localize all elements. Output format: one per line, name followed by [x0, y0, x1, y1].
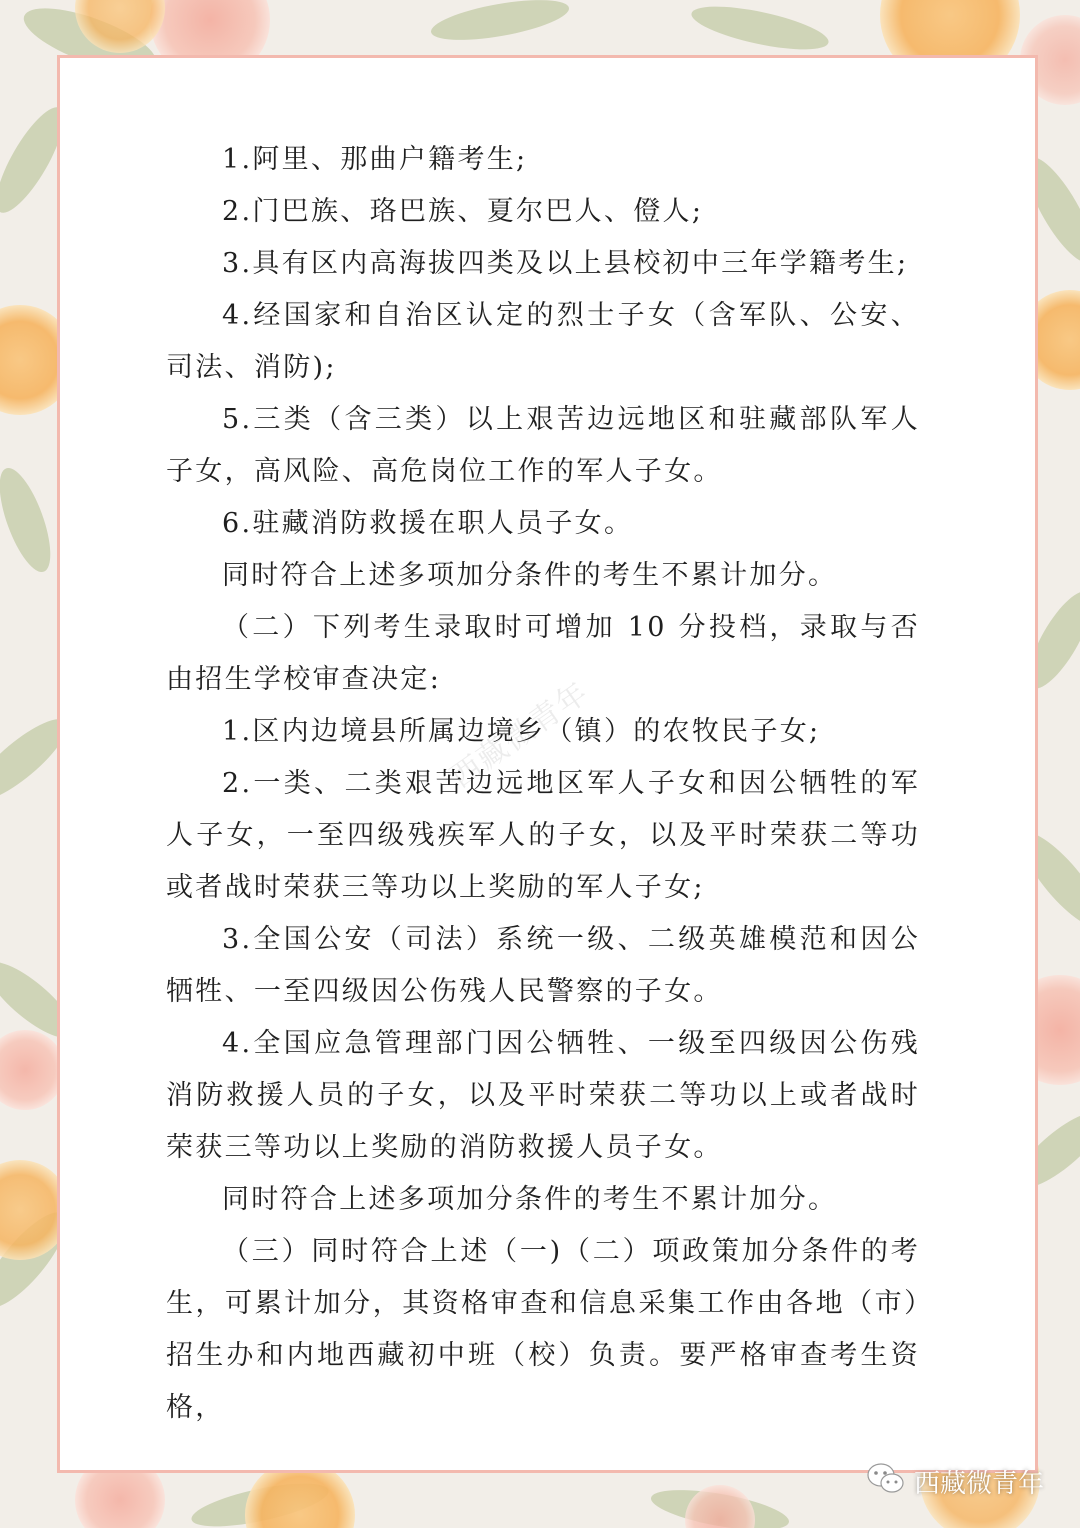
paragraph: 2.一类、二类艰苦边远地区军人子女和因公牺牲的军人子女，一至四级残疾军人的子女，以及平时荣获二等功或者战时荣获三等功以上奖励的军人子女; [166, 768, 920, 903]
paragraph: 2.门巴族、珞巴族、夏尔巴人、僜人; [222, 196, 704, 227]
watermark: 西藏微青年 [444, 674, 596, 796]
paragraph: 4.经国家和自治区认定的烈士子女（含军队、公安、司法、消防); [166, 300, 920, 383]
paragraph: 同时符合上述多项加分条件的考生不累计加分。 [222, 1184, 838, 1215]
paragraph: 4.全国应急管理部门因公牺牲、一级至四级因公伤残消防救援人员的子女，以及平时荣获二等功以上或者战时荣获三等功以上奖励的消防救援人员子女。 [166, 1028, 920, 1163]
paragraph: 3.具有区内高海拔四类及以上县校初中三年学籍考生; [222, 248, 909, 279]
wechat-icon [866, 1462, 906, 1500]
paragraph: 3.全国公安（司法）系统一级、二级英雄模范和因公牺牲、一至四级因公伤残人民警察的子女。 [166, 924, 920, 1007]
document-body [166, 134, 920, 1434]
paragraph: 1.阿里、那曲户籍考生; [222, 144, 528, 175]
section-heading-paragraph: （三）同时符合上述（一)（二）项政策加分条件的考生，可累计加分，其资格审查和信息采集工作由各地（市）招生办和内地西藏初中班（校）负责。要严格审查考生资格， [166, 1236, 920, 1423]
brand-name: 西藏微青年 [913, 1468, 1044, 1499]
paragraph: 5.三类（含三类）以上艰苦边远地区和驻藏部队军人子女，高风险、高危岗位工作的军人子女。 [166, 404, 920, 487]
paragraph: 同时符合上述多项加分条件的考生不累计加分。 [222, 560, 838, 591]
paragraph: 6.驻藏消防救援在职人员子女。 [222, 508, 634, 539]
paragraph: 1.区内边境县所属边境乡（镇）的农牧民子女; [222, 716, 821, 747]
section-heading-paragraph: （二）下列考生录取时可增加 10 分投档，录取与否由招生学校审查决定: [166, 612, 920, 695]
brand-badge [866, 1462, 1044, 1500]
